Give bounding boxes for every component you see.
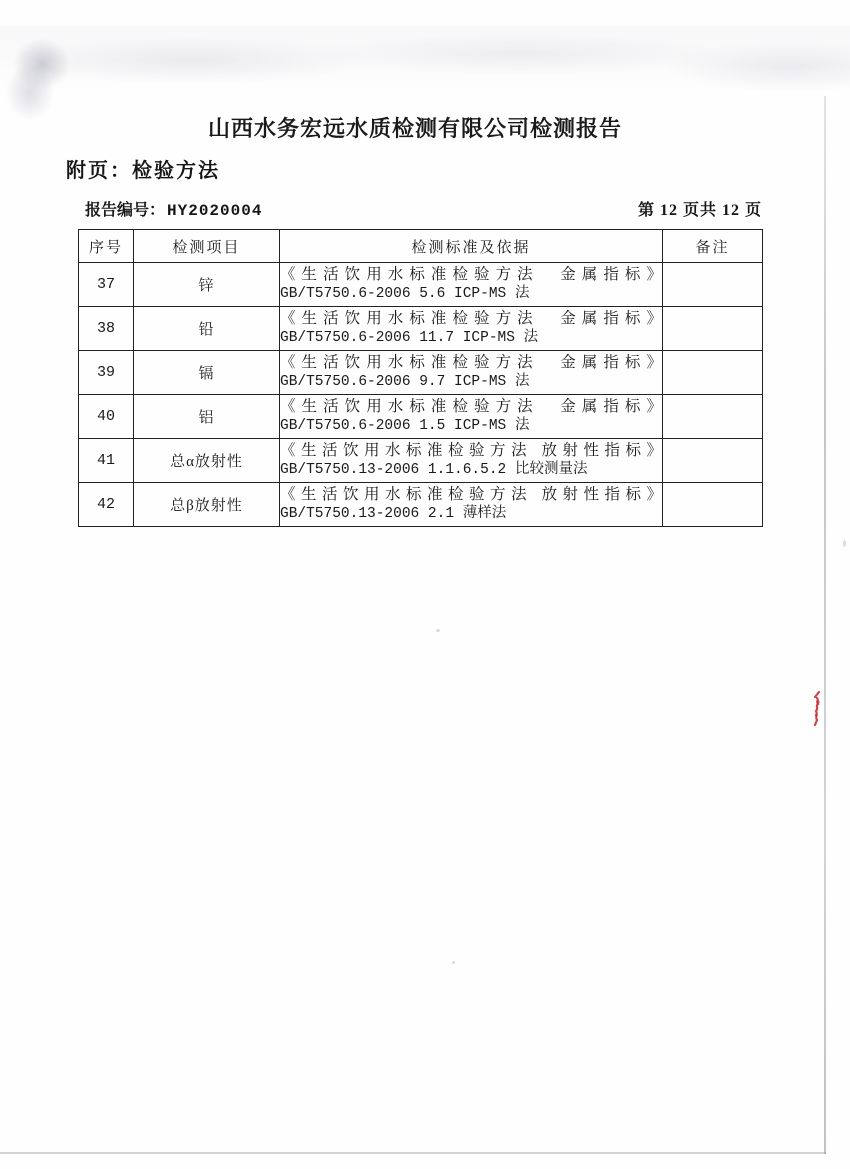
cell-item: 镉 <box>134 351 280 395</box>
col-header-remark: 备注 <box>663 230 763 263</box>
cell-serial: 37 <box>79 263 134 307</box>
page-indicator: 第 12 页共 12 页 <box>637 202 762 219</box>
cell-item: 铝 <box>134 395 280 439</box>
cell-remark <box>663 439 763 483</box>
table-row <box>79 395 763 439</box>
cell-serial: 39 <box>79 351 134 395</box>
table-row <box>79 483 763 527</box>
cell-standard <box>280 351 663 395</box>
red-ink-mark <box>810 691 824 729</box>
scan-speck <box>452 961 455 964</box>
scan-speck <box>436 629 440 632</box>
cell-standard <box>280 307 663 351</box>
cell-remark <box>663 483 763 527</box>
cell-item: 总β放射性 <box>134 483 280 527</box>
table-row <box>79 307 763 351</box>
standard-title: 《生活饮用水标准检验方法 金属指标》 <box>280 310 662 327</box>
cell-item: 铅 <box>134 307 280 351</box>
cell-serial: 41 <box>79 439 134 483</box>
standard-title: 《生活饮用水标准检验方法 金属指标》 <box>280 266 662 283</box>
cell-item: 锌 <box>134 263 280 307</box>
standard-code: GB/T5750.6-2006 11.7 ICP-MS 法 <box>280 330 539 346</box>
standard-code: GB/T5750.6-2006 1.5 ICP-MS 法 <box>280 418 530 434</box>
standard-title: 《生活饮用水标准检验方法 放射性指标》 <box>280 486 662 503</box>
cell-serial: 38 <box>79 307 134 351</box>
cell-remark <box>663 263 763 307</box>
cell-remark <box>663 395 763 439</box>
standard-title: 《生活饮用水标准检验方法 金属指标》 <box>280 398 662 415</box>
cell-remark <box>663 351 763 395</box>
cell-item: 总α放射性 <box>134 439 280 483</box>
table-row <box>79 351 763 395</box>
standard-title: 《生活饮用水标准检验方法 金属指标》 <box>280 354 662 371</box>
paper-edge-right <box>824 96 826 1154</box>
table-row <box>79 439 763 483</box>
table-row <box>79 263 763 307</box>
standard-code: GB/T5750.6-2006 9.7 ICP-MS 法 <box>280 374 530 390</box>
cell-serial: 42 <box>79 483 134 527</box>
cell-standard <box>280 439 663 483</box>
standard-code: GB/T5750.6-2006 5.6 ICP-MS 法 <box>280 286 530 302</box>
report-meta-row <box>85 197 762 220</box>
paper-edge-bottom <box>0 1152 826 1154</box>
methods-table <box>78 229 763 527</box>
standard-title: 《生活饮用水标准检验方法 放射性指标》 <box>280 442 662 459</box>
table-header-row <box>79 230 763 263</box>
standard-code: GB/T5750.13-2006 2.1 薄样法 <box>280 506 507 522</box>
cell-serial: 40 <box>79 395 134 439</box>
standard-code: GB/T5750.13-2006 1.1.6.5.2 比较测量法 <box>280 462 588 478</box>
attachment-subtitle: 附页：检验方法 <box>66 160 220 182</box>
col-header-standard: 检测标准及依据 <box>280 230 663 263</box>
col-header-item: 检测项目 <box>134 230 280 263</box>
col-header-serial: 序号 <box>79 230 134 263</box>
cell-remark <box>663 307 763 351</box>
report-title: 山西水务宏远水质检测有限公司检测报告 <box>207 116 622 141</box>
cell-standard <box>280 395 663 439</box>
cell-standard <box>280 263 663 307</box>
scan-speck <box>843 540 846 547</box>
cell-standard <box>280 483 663 527</box>
scan-shadow-band <box>0 26 850 114</box>
report-number <box>85 197 262 220</box>
report-number-value: HY2020004 <box>167 202 263 220</box>
report-number-label: 报告编号： <box>85 202 166 219</box>
scan-corner-blotch <box>6 34 92 120</box>
